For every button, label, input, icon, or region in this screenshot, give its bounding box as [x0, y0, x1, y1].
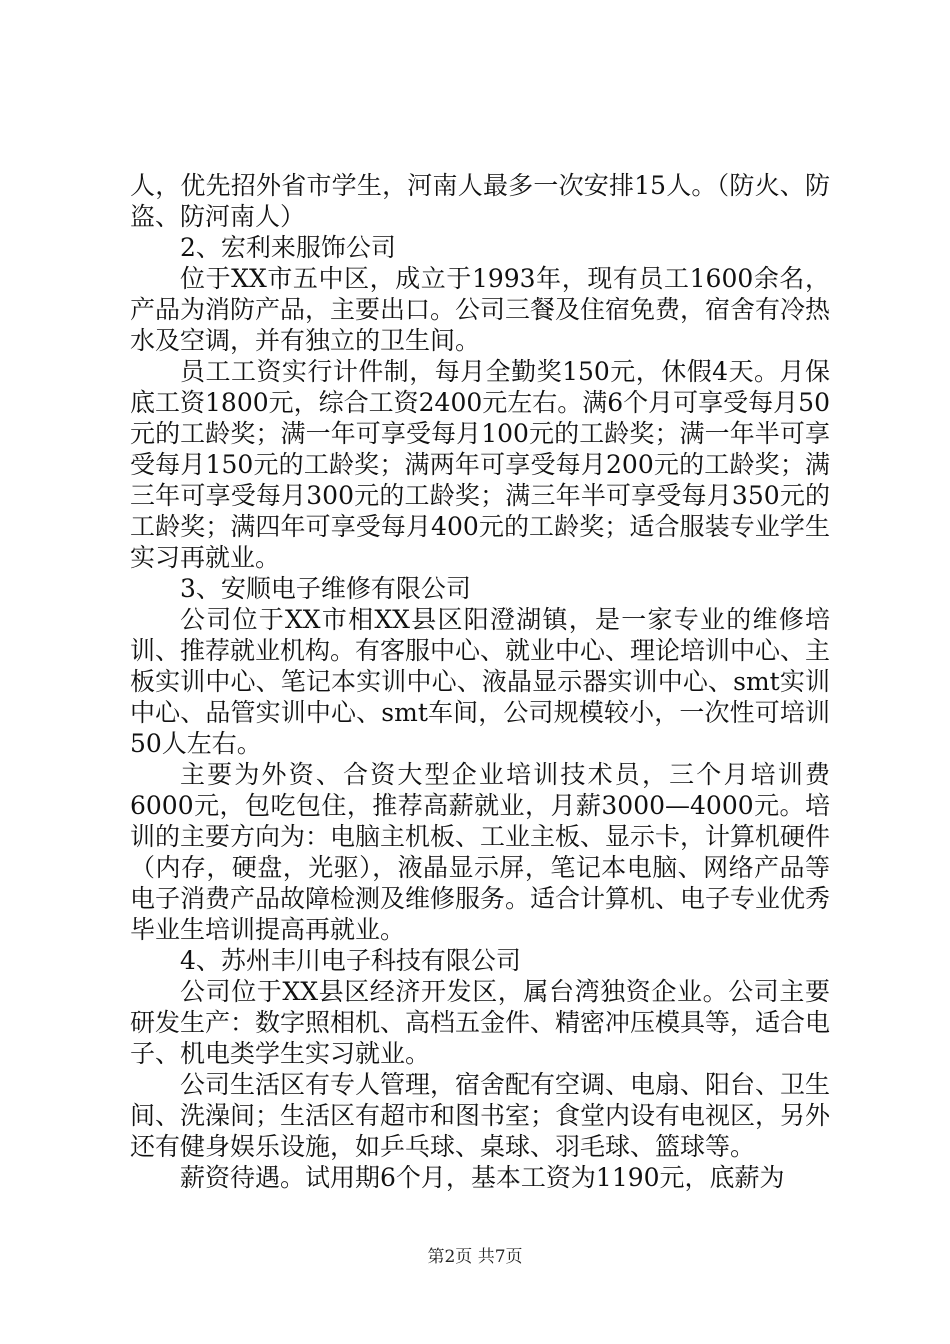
paragraph-continuation: 人，优先招外省市学生，河南人最多一次安排15人。（防火、防盗、防河南人） [130, 171, 830, 231]
page-number: 第2页 共7页 [427, 1247, 523, 1267]
section-heading-3: 3、安顺电子维修有限公司 [180, 574, 471, 603]
paragraph-living-area: 公司生活区有专人管理，宿舍配有空调、电扇、阳台、卫生间、洗澡间；生活区有超市和图书室；食堂内设有电视区，另外还有健身娱乐设施，如乒乓球、桌球、羽毛球、篮球等。 [130, 1070, 831, 1161]
document-body [130, 170, 830, 1193]
paragraph-salary: 薪资待遇。试用期6个月，基本工资为1190元，底薪为 [180, 1163, 785, 1192]
section-heading-4: 4、苏州丰川电子科技有限公司 [180, 946, 521, 975]
page-footer [0, 1246, 950, 1268]
paragraph-company-intro: 公司位于XX县区经济开发区，属台湾独资企业。公司主要研发生产：数字照相机、高档五金件、精密冲压模具等，适合电子、机电类学生实习就业。 [130, 977, 831, 1068]
paragraph-company-intro: 公司位于XX市相XX县区阳澄湖镇，是一家专业的维修培训、推荐就业机构。有客服中心、就业中心、理论培训中心、主板实训中心、笔记本实训中心、液晶显示器实训中心、smt实训中心、品管实训中心、smt车间，公司规模较小，一次性可培训50人左右。 [130, 605, 831, 758]
section-heading-2: 2、宏利来服饰公司 [180, 233, 396, 262]
paragraph-training: 主要为外资、合资大型企业培训技术员，三个月培训费6000元，包吃包住，推荐高薪就业，月薪3000—4000元。培训的主要方向为：电脑主机板、工业主板、显示卡，计算机硬件（内存，硬盘，光驱），液晶显示屏，笔记本电脑、网络产品等电子消费产品故障检测及维修服务。适合计算机、电子专业优秀毕业生培训提高再就业。 [130, 760, 831, 944]
paragraph-company-intro: 位于XX市五中区，成立于1993年，现有员工1600余名，产品为消防产品，主要出口。公司三餐及住宿免费，宿舍有冷热水及空调，并有独立的卫生间。 [130, 264, 831, 355]
paragraph-salary: 员工工资实行计件制，每月全勤奖150元，休假4天。月保底工资1800元，综合工资2400元左右。满6个月可享受每月50元的工龄奖；满一年可享受每月100元的工龄奖；满一年半可享受每月150元的工龄奖；满两年可享受每月200元的工龄奖；满三年可享受每月300元的工龄奖；满三年半可享受每月350元的工龄奖；满四年可享受每月400元的工龄奖；适合服装专业学生实习再就业。 [130, 357, 830, 572]
